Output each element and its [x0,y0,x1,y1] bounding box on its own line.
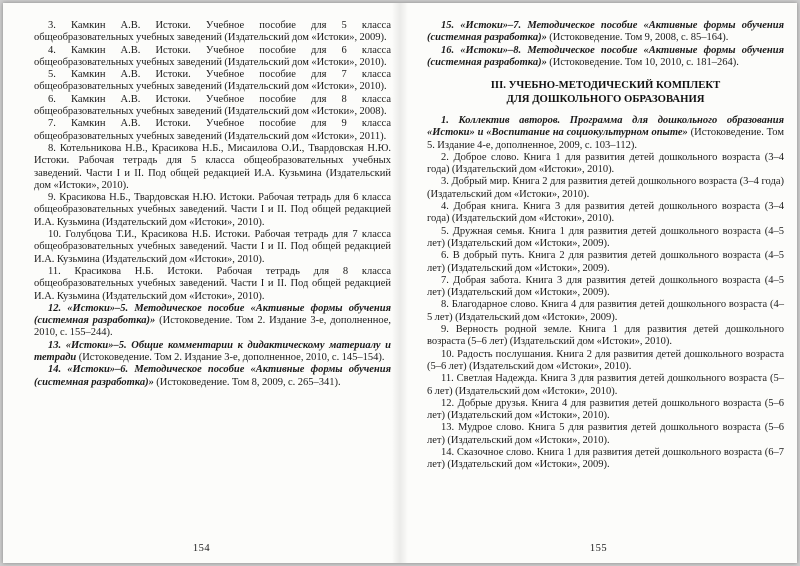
bibliography-entry [34,192,391,229]
entry-text: 7. Камкин А.В. Истоки. Учебное пособие для 9 класса общеобразовательных учебных заведений (Издательский дом «Истоки», 2011). [34,118,391,142]
right-page-number: 155 [589,543,608,554]
entry-emphasized-text: 14. «Истоки»–6. Методическое пособие «Активные формы обучения (системная разработка)» [34,364,391,388]
entry-emphasized-text: 13. «Истоки»–5. Общие комментарии к дидактическому материалу и тетради [34,339,391,364]
bibliography-entry [34,303,391,340]
right-page-text-column [427,20,784,472]
entry-text: 6. В добрый путь. Книга 2 для развития детей дошкольного возраста (4–5 лет) (Издательский дом «Истоки», 2009). [427,250,784,274]
bibliography-entry [427,201,784,226]
entry-text: 10. Радость послушания. Книга 2 для развития детей дошкольного возраста (5–6 лет) (Издательский дом «Истоки», 2010). [427,348,784,372]
bibliography-entry [427,324,784,349]
entry-text: 4. Добрая книга. Книга 3 для развития детей дошкольного возраста (3–4 года) (Издательский дом «Истоки», 2010). [427,201,784,225]
entry-text: 8. Котельникова Н.В., Красикова Н.Б., Мисаилова О.И., Твардовская Н.Ю. Истоки. Рабочая тетрадь для 5 класса общеобразовательных учебных заведений. Части I и II. Под общей редакцией И.А. Кузьмина (Издательский дом «Истоки», 2010). [34,142,391,191]
section-heading-line-2: ДЛЯ ДОШКОЛЬНОГО ОБРАЗОВАНИЯ [506,92,705,105]
bibliography-entry [427,176,784,201]
bibliography-entry [34,118,391,143]
bibliography-entry [34,20,391,45]
bibliography-entry [427,422,784,447]
right-page-entries-bottom [427,115,784,472]
right-page-entries-top [427,20,784,69]
left-page [3,3,400,563]
entry-text: 9. Верность родной земле. Книга 1 для развития детей дошкольного возраста (5–6 лет) (Издательский дом «Истоки», 2010). [427,324,784,348]
entry-text: (Истоковедение. Том 10, 2010, с. 181–264). [549,56,739,68]
bibliography-entry [34,266,391,303]
entry-text: 10. Голубцова Т.И., Красикова Н.Б. Истоки. Рабочая тетрадь для 7 класса общеобразовательных учебных заведений. Части I и II. Под общей редакцией И.А. Кузьмина (Издательский дом «Истоки», 2010). [34,229,391,265]
bibliography-entry [34,229,391,266]
section-heading [433,79,778,106]
bibliography-entry [427,20,784,45]
bibliography-entry [427,250,784,275]
entry-text: 14. Сказочное слово. Книга 1 для развития детей дошкольного возраста (6–7 лет) (Издательский дом «Истоки», 2009). [427,447,784,471]
bibliography-entry [427,152,784,177]
entry-text: 6. Камкин А.В. Истоки. Учебное пособие для 8 класса общеобразовательных учебных заведений (Издательский дом «Истоки», 2008). [34,93,391,118]
entry-emphasized-text: 16. «Истоки»–8. Методическое пособие «Активные формы обучения (системная разработка)» [427,44,784,68]
bibliography-entry [34,340,391,365]
entry-text: 5. Камкин А.В. Истоки. Учебное пособие для 7 класса общеобразовательных учебных заведений (Издательский дом «Истоки», 2010). [34,69,391,93]
bibliography-entry [427,349,784,374]
entry-text: (Истоковедение. Том 5. Издание 4-е, дополненное, 2009, с. 103–112). [427,127,784,151]
entry-text: 3. Добрый мир. Книга 2 для развития детей дошкольного возраста (3–4 года) (Издательский дом «Истоки», 2010). [427,176,784,200]
bibliography-entry [34,364,391,389]
bibliography-entry [34,69,391,94]
left-page-number: 154 [192,543,211,554]
entry-emphasized-text: 12. «Истоки»–5. Методическое пособие «Активные формы обучения (системная разработка)» [34,302,391,327]
entry-text: 11. Светлая Надежда. Книга 3 для развития детей дошкольного возраста (5–6 лет) (Издательский дом «Истоки», 2010). [427,373,784,397]
bibliography-entry [427,398,784,423]
bibliography-entry [34,94,391,119]
left-page-text-column [34,20,391,389]
entry-text: (Истоковедение. Том 2. Издание 3-е, дополненное, 2010, с. 145–154). [78,352,385,364]
entry-text: 13. Мудрое слово. Книга 5 для развития детей дошкольного возраста (5–6 лет) (Издательский дом «Истоки», 2010). [427,422,784,446]
bibliography-entry [427,115,784,152]
entry-text: (Истоковедение. Том 8, 2009, с. 265–341). [156,376,341,388]
entry-text: (Истоковедение. Том 2. Издание 3-е, дополненное, 2010, с. 155–244). [34,315,391,339]
entry-text: 9. Красикова Н.Б., Твардовская Н.Ю. Истоки. Рабочая тетрадь для 6 класса общеобразовательных учебных заведений. Части I и II. Под общей редакцией И.А. Кузьмина (Издательский дом «Истоки», 2010). [34,192,391,228]
bibliography-entry [427,299,784,324]
entry-emphasized-text: 15. «Истоки»–7. Методическое пособие «Активные формы обучения (системная разработка)» [427,20,784,44]
entry-text: 7. Добрая забота. Книга 3 для развития детей дошкольного возраста (4–5 лет) (Издательский дом «Истоки», 2009). [427,274,784,299]
entry-text: 4. Камкин А.В. Истоки. Учебное пособие для 6 класса общеобразовательных учебных заведений (Издательский дом «Истоки», 2010). [34,44,391,68]
bibliography-entry [34,45,391,70]
right-page [400,3,797,563]
bibliography-entry [427,373,784,398]
book-spread [3,3,797,563]
bibliography-entry [34,143,391,192]
entry-text: 12. Добрые друзья. Книга 4 для развития детей дошкольного возраста (5–6 лет) (Издательский дом «Истоки», 2010). [427,397,784,422]
entry-text: 8. Благодарное слово. Книга 4 для развития детей дошкольного возраста (4–5 лет) (Издательский дом «Истоки», 2009). [427,299,784,323]
bibliography-entry [427,447,784,472]
bibliography-entry [427,275,784,300]
entry-text: 5. Дружная семья. Книга 1 для развития детей дошкольного возраста (4–5 лет) (Издательский дом «Истоки», 2009). [427,225,784,249]
entry-text: 11. Красикова Н.Б. Истоки. Рабочая тетрадь для 8 класса общеобразовательных учебных заведений. Части I и II. Под общей редакцией И.А. Кузьмина (Издательский дом «Истоки», 2010). [34,265,391,302]
bibliography-entry [427,45,784,70]
entry-emphasized-text: 1. Коллектив авторов. Программа для дошкольного образования «Истоки» и «Воспитание на социокультурном опыте» [427,115,784,139]
entry-text: 2. Доброе слово. Книга 1 для развития детей дошкольного возраста (3–4 года) (Издательский дом «Истоки», 2010). [427,151,784,176]
bibliography-entry [427,226,784,251]
entry-text: 3. Камкин А.В. Истоки. Учебное пособие для 5 класса общеобразовательных учебных заведений (Издательский дом «Истоки», 2009). [34,20,391,44]
section-heading-line-1: III. УЧЕБНО-МЕТОДИЧЕСКИЙ КОМПЛЕКТ [490,79,721,92]
entry-text: (Истоковедение. Том 9, 2008, с. 85–164). [549,32,729,44]
